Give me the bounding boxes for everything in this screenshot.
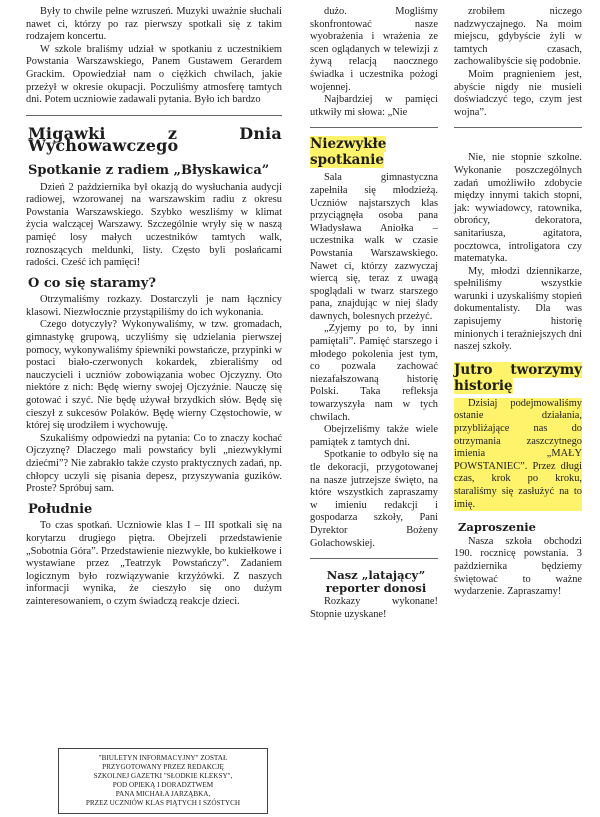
tomorrow-text: Dzisiaj podejmowaliśmy ostanie działania, przybliżające nas do otrzymania zaszczytnego imienia „MAŁY POWSTANIEC”. Przez długi czas, krok po kroku, staraliśmy się zasłużyć na to imię.: [454, 397, 582, 510]
masthead-title: Migawki z Dnia Wychowawczego: [28, 123, 282, 156]
unusual-paragraph: Spotkanie to odbyło się na tle dekoracji, przygotowanej na nasze jutrzejsze święto, na które wszystkich zapraszamy w imieniu redakcji i gospodarza szkoły, Pani Dyrektor Bożeny Golachowskiej.: [310, 449, 438, 549]
fight-heading: O co się staramy?: [28, 275, 156, 291]
divider: [454, 127, 582, 128]
unusual-heading: Niezwykłe spotkanie: [310, 136, 387, 169]
radio-text: Dzień 2 października był okazją do wysłuchania audycji radiowej, wzorowanej na warszawskim radiu z okresu Powstania Warszawskiego. Szybko weszliśmy w klimat życia walczącej Warszawy. Szczególnie wryły się w naszą pamięć losy małych uczestników tamtych walk, roznoszących meldunki, listy. Często byli posłańcami radości. Cześć ich pamięci!: [26, 181, 282, 269]
reporter-heading: Nasz „latający” reporter donosi: [325, 568, 427, 595]
divider: [26, 115, 282, 116]
fight-paragraph: Szukaliśmy odpowiedzi na pytania: Co to znaczy kochać Ojczyznę? Dlaczego mali powstańcy byli „niezwykłymi dziećmi”? Nie zabrakło także czysto praktycznych zadań, np. chłopcy uczyli się pisania depesz, przyszywania guzików. Proste? Spróbuj sam.: [26, 432, 282, 495]
after-paragraph: My, młodzi dziennikarze, spełniliśmy wszystkie warunki i uzyskaliśmy stopień dokumentalisty. Dla was zapisujemy historię minionych i teraźniejszych dni naszej szkoły.: [454, 265, 582, 353]
credits-line: PRZYGOTOWANY PRZEZ REDAKCJĘ: [102, 763, 224, 771]
credits-box: [58, 748, 268, 814]
intro-paragraph: Były to chwile pełne wzruszeń. Muzyki uważnie słuchali nawet ci, którzy po raz pierwszy spotkali się z takim rodzajem koncertu.: [26, 6, 282, 43]
reporter-text: Rozkazy wykonane! Stopnie uzyskane!: [310, 596, 438, 620]
intro-paragraph: Moim pragnieniem jest, abyście nigdy nie musieli doświadczyć tego, czym jest wojna”.: [454, 68, 582, 118]
credits-line: "BIULETYN INFORMACYJNY" ZOSTAŁ: [98, 754, 228, 762]
credits-line: PRZEZ UCZNIÓW KLAS PIĄTYCH I SZÓSTYCH: [85, 799, 241, 807]
credits-line: PANA MICHAŁA JARZĄBKA,: [115, 790, 211, 798]
tomorrow-heading: Jutro tworzymy historię: [454, 361, 582, 394]
column-middle: [310, 6, 438, 622]
radio-heading: Spotkanie z radiem „Błyskawica”: [28, 162, 270, 178]
invite-text: Nasza szkoła obchodzi 190. rocznicę powstania. 3 października będziemy świętować to ważne wydarzenie. Zapraszamy!: [454, 535, 582, 598]
intro-paragraph: dużo. Mogliśmy skonfrontować nasze wyobrażenia i wrażenia ze scen oglądanych w telewizji z żywą relacją naocznego świadka i uczestnika pożogi wojennej.: [310, 6, 438, 93]
divider: [310, 127, 438, 128]
intro-paragraph: Najbardziej w pamięci utkwiły mi słowa: „Nie: [310, 94, 438, 118]
south-heading: Południe: [28, 501, 93, 517]
column-right: [454, 6, 582, 599]
unusual-paragraph: „Zyjemy po to, by inni pamiętali”. Pamięć starszego i młodego pokolenia jest tym, co pozwala zachować niezafałszowaną historię Polski. Taka refleksja towarzyszyła nam w tych chwilach.: [310, 323, 438, 423]
after-paragraph: Nie, nie stopnie szkolne. Wykonanie poszczególnych zadań umożliwiło zdobycie między innymi takich stopni, jak: wywiadowcy, ratownika, obrońcy, dekoratora, sanitariusza, agitatora, pocztowca, introligatora czy matematyka.: [454, 152, 582, 265]
south-paragraph: To czas spotkań. Uczniowie klas I – III spotkali się na korytarzu drugiego piętra. Obejrzeli przedstawienie „Sobotnia Góra”. Przedstawienie niezwykłe, bo kukiełkowe i wystawiane przez „Teatrzyk Powstańczy”. Zadaniem logicznym było rozwiązywanie krzyżówki. Z naszych informacji wynika, że cieszyło się ono dużym zainteresowaniem, o czym świadczą reakcje dzieci.: [26, 520, 282, 607]
intro-paragraph: zrobiłem niczego nadzwyczajnego. Na moim miejscu, gdybyście żyli w tamtych czasach, zachowalibyście się podobnie.: [454, 6, 582, 68]
credits-line: POD OPIEKĄ I DORADZTWEM: [112, 781, 214, 789]
fight-paragraph: Czego dotyczyły? Wykonywaliśmy, w tzw. gromadach, gimnastykę grupową, uczyliśmy się udzielania pierwszej pomocy, wykonywaliśmy śpiewniki powstańcze, przypinki w postaci biało-czerwonych kokardek, zbieraliśmy od nauczycieli i uczniów zobowiązania wobec Ojczyzny. Oto niektóre z nich: Będę wierny swojej Ojczyźnie. Nauczę się gotować i szyć. Nie będę używał brzydkich słów. Będę się cieszył z sukcesów Polaków. Będę wierny Częstochowie, w której się urodziłem i wychowuję.: [26, 319, 282, 432]
credits-line: SZKOLNEJ GAZETKI "SŁODKIE KLEKSY",: [93, 772, 233, 780]
intro-paragraph: W szkole braliśmy udział w spotkaniu z uczestnikiem Powstania Warszawskiego, Panem Gustawem Gerardem Grackim. Opowiedział nam o ciężkich chwilach, jakie przeżył w okresie okupacji. Poczuliśmy atmosferę tamtych dni. Potem uczniowie zadawali pytania. Było ich bardzo: [26, 43, 282, 106]
divider: [310, 558, 438, 559]
invite-heading: Zaproszenie: [458, 520, 536, 535]
unusual-paragraph: Sala gimnastyczna zapełniła się młodzieżą. Uczniów najstarszych klas przyciągnęła osoba pana Władysława Aniołka – uczestnika walk w czasie Powstania Warszawskiego. Nawet ci, którzy zazwyczaj wiercą się, teraz z uwagą spoglądali w twarz starszego pana, znajdując w niej ślady dawnych, bolesnych przeżyć.: [310, 172, 438, 322]
column-left: [26, 6, 282, 609]
unusual-paragraph: Obejrzeliśmy także wiele pamiątek z tamtych dni.: [310, 424, 438, 448]
fight-paragraph: Otrzymaliśmy rozkazy. Dostarczyli je nam łącznicy klasowi. Niezwłocznie przystąpiliśmy do ich wykonania.: [26, 294, 282, 318]
